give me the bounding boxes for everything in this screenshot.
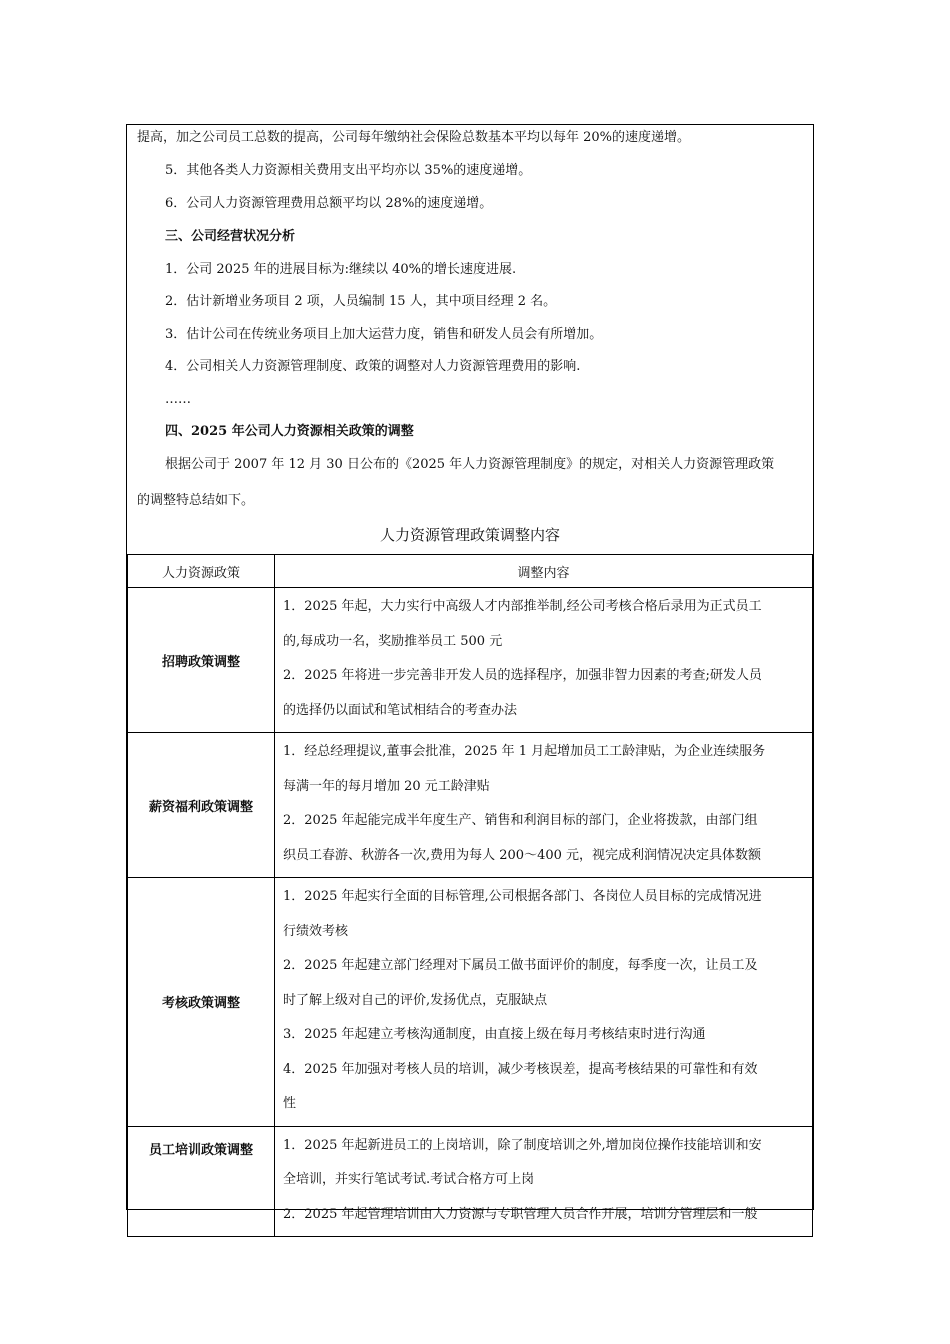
intro-item-5: 5．其他各类人力资源相关费用支出平均亦以 35%的速度递增。: [165, 163, 532, 178]
section-3-item: 4．公司相关人力资源管理制度、政策的调整对人力资源管理费用的影响.: [165, 359, 581, 374]
intro-item-6: 6．公司人力资源管理费用总额平均以 28%的速度递增。: [165, 196, 493, 211]
policy-content-cell: [275, 588, 813, 733]
table-title: 人力资源管理政策调整内容: [379, 526, 560, 544]
policy-name-cell: 招聘政策调整: [128, 588, 275, 733]
column-header-content: 调整内容: [275, 555, 813, 588]
section-3-item: 1．公司 2025 年的进展目标为:继续以 40%的增长速度进展.: [165, 262, 517, 277]
section-3-heading: 三、公司经营状况分析: [165, 229, 296, 244]
policy-item: 1．2025 年起实行全面的目标管理,公司根据各部门、各岗位人员目标的完成情况进 行绩效考核: [283, 889, 762, 939]
intro-continued-line: 提高，加之公司员工总数的提高，公司每年缴纳社会保险总数基本平均以每年 20%的速度递增。: [137, 130, 691, 145]
document-frame: [126, 124, 814, 1222]
column-header-policy: 人力资源政策: [128, 555, 275, 588]
policy-content-cell: [275, 1126, 813, 1237]
section-4-paragraph-line-2: 的调整特总结如下。: [137, 493, 255, 508]
section-3-item: 3．估计公司在传统业务项目上加大运营力度，销售和研发人员会有所增加。: [165, 327, 603, 342]
table-row: [128, 588, 813, 733]
section-4-heading: 四、2025 年公司人力资源相关政策的调整: [165, 424, 414, 439]
policy-item: 3．2025 年起建立考核沟通制度，由直接上级在每月考核结束时进行沟通: [283, 1027, 706, 1042]
table-row: [128, 878, 813, 1127]
policy-content-cell: [275, 733, 813, 878]
section-4-paragraph-line-1: 根据公司于 2007 年 12 月 30 日公布的《2025 年人力资源管理制度》的规定，对相关人力资源管理政策: [165, 457, 775, 472]
table-header-row: [128, 555, 813, 588]
policy-item: 2．2025 年起建立部门经理对下属员工做书面评价的制度，每季度一次，让员工及 时了解上级对自己的评价,发扬优点，克服缺点: [283, 958, 758, 1008]
policy-item: 1．2025 年起，大力实行中高级人才内部推举制,经公司考核合格后录用为正式员工 的,每成功一名，奖励推举员工 500 元: [283, 599, 762, 649]
policy-table: [127, 554, 813, 1237]
policy-name-cell: 考核政策调整: [128, 878, 275, 1127]
policy-item: 4．2025 年加强对考核人员的培训，减少考核误差，提高考核结果的可靠性和有效 性: [283, 1061, 758, 1111]
policy-item: 2．2025 年起能完成半年度生产、销售和利润目标的部门，企业将拨款，由部门组 织员工春游、秋游各一次,费用为每人 200～400 元，视完成利润情况决定具体数额: [283, 813, 762, 863]
policy-item: 2．2025 年起管理培训由人力资源与专职管理人员合作开展，培训分管理层和一般: [283, 1206, 758, 1222]
section-3-item: 2．估计新增业务项目 2 项，人员编制 15 人，其中项目经理 2 名。: [165, 294, 557, 309]
policy-item: 1．2025 年起新进员工的上岗培训，除了制度培训之外,增加岗位操作技能培训和安 全培训，并实行笔试考试.考试合格方可上岗: [283, 1137, 762, 1187]
policy-name-cell: 薪资福利政策调整: [128, 733, 275, 878]
policy-content-cell: [275, 878, 813, 1127]
policy-name-cell: 员工培训政策调整: [128, 1126, 275, 1237]
section-3-ellipsis: ……: [165, 392, 191, 407]
policy-item: 1．经总经理提议,董事会批准，2025 年 1 月起增加员工工龄津贴，为企业连续服务 每满一年的每月增加 20 元工龄津贴: [283, 744, 766, 794]
policy-item: 2．2025 年将进一步完善非开发人员的选择程序，加强非智力因素的考查;研发人员 的选择仍以面试和笔试相结合的考查办法: [283, 668, 762, 718]
table-row: [128, 1126, 813, 1237]
table-row: [128, 733, 813, 878]
